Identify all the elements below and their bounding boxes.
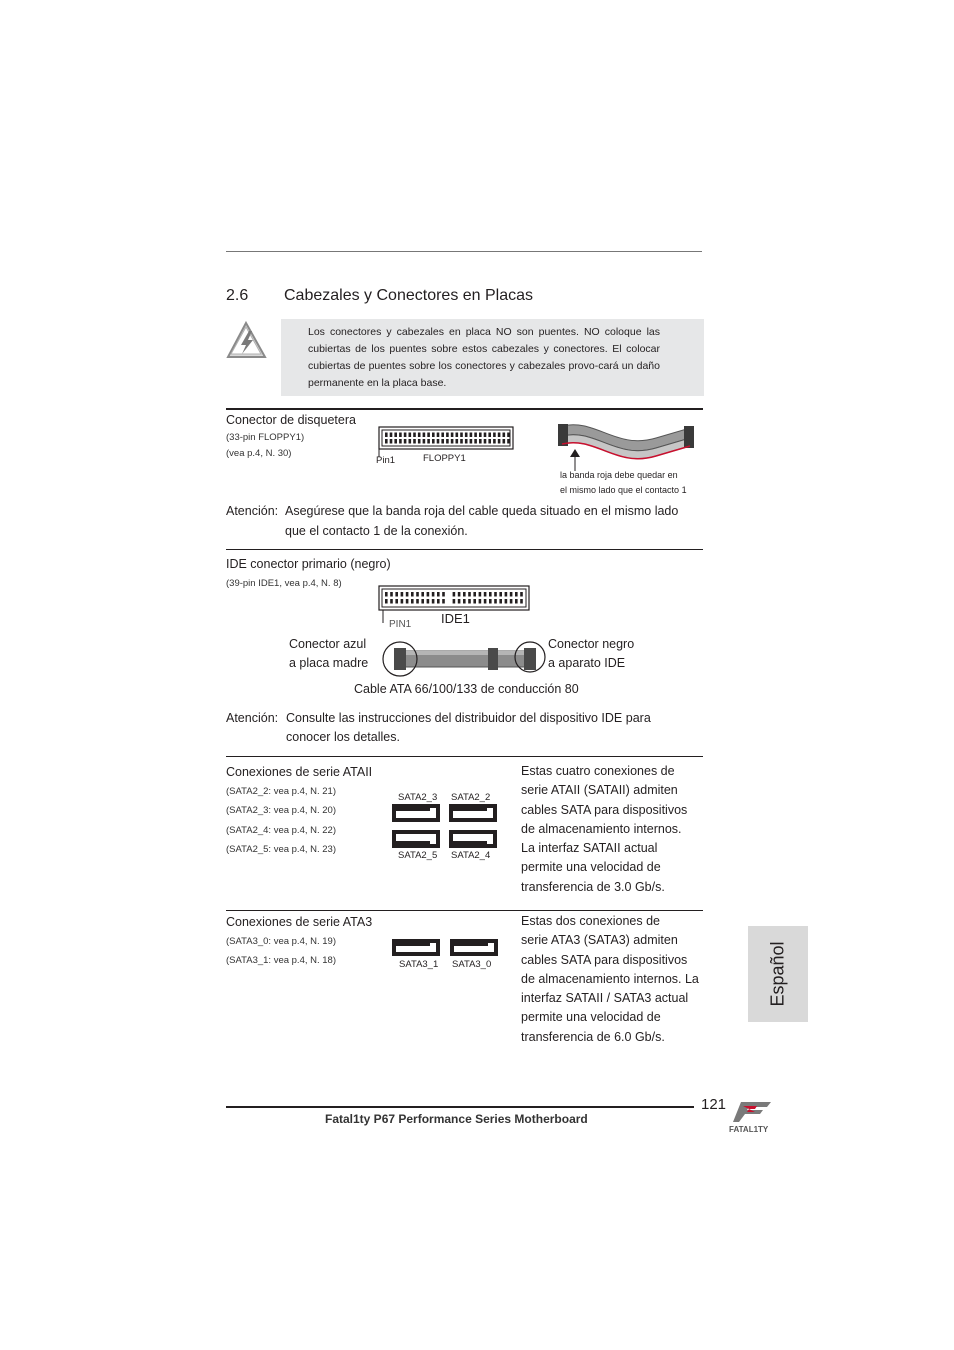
floppy-cable-arrow <box>569 449 581 471</box>
floppy-title: Conector de disquetera <box>226 413 356 427</box>
sata3-ref: (SATA3_1: vea p.4, N. 18) <box>226 955 337 966</box>
warning-text: Los conectores y cabezales en placa NO son puentes. NO coloque las cubiertas de los puentes sobre estos cabezales y conectores. El colocar cubiertas de puentes sobre los conectores y cabezales provo-cará un daño permanente en la placa base. <box>308 326 660 389</box>
language-side-tab-label: Español <box>767 941 788 1007</box>
floppy-attention-line-1: Asegúrese que la banda roja del cable queda situado en el mismo lado <box>285 504 679 518</box>
top-rule <box>226 251 702 252</box>
sata3-label-left: SATA3_1 <box>399 959 439 970</box>
fatal1ty-logo-text: FATAL1TY <box>729 1125 769 1134</box>
sata3-description <box>521 912 699 1047</box>
warning-triangle-icon <box>226 320 268 360</box>
sata3-desc-line: Estas dos conexiones de <box>521 914 660 928</box>
ide-pin1-label: PIN1 <box>389 619 412 630</box>
floppy-rule <box>226 408 703 410</box>
sata2-label-top-left: SATA2_3 <box>398 792 438 803</box>
ide-attention-line-2: conocer los detalles. <box>286 730 400 744</box>
floppy-connector-label: FLOPPY1 <box>423 453 466 464</box>
sata2-title: Conexiones de serie ATAII <box>226 765 373 779</box>
sata3-label-right: SATA3_0 <box>452 959 492 970</box>
floppy-cable-note-2: el mismo lado que el contacto 1 <box>560 485 687 495</box>
sata2-description <box>521 762 687 897</box>
sata3-desc-line: interfaz SATAII / SATA3 actual <box>521 991 689 1006</box>
ide-title: IDE conector primario (negro) <box>226 557 391 571</box>
sata2-desc-line: permite una velocidad de <box>521 860 661 875</box>
sata2-ref: (SATA2_2: vea p.4, N. 21) <box>226 786 337 797</box>
sata2-ref: (SATA2_5: vea p.4, N. 23) <box>226 844 337 855</box>
ide-rule <box>226 549 703 550</box>
sata2-label-bottom-right: SATA2_4 <box>451 850 491 861</box>
ide-cable-caption: Cable ATA 66/100/133 de conducción 80 <box>354 682 579 696</box>
ide-right-label-1: Conector negro <box>548 637 635 651</box>
language-side-tab <box>748 926 808 1022</box>
sata3-title: Conexiones de serie ATA3 <box>226 915 373 929</box>
sata3-desc-line: cables SATA para dispositivos <box>521 952 688 967</box>
sata3-ref: (SATA3_0: vea p.4, N. 19) <box>226 936 337 947</box>
section-title: Cabezales y Conectores en Placas <box>284 287 534 304</box>
sata2-desc-line: Estas cuatro conexiones de <box>521 764 675 778</box>
ide-connector-label: IDE1 <box>441 611 470 626</box>
sata2-connectors-diagram <box>390 803 500 849</box>
ide-left-label-1: Conector azul <box>289 637 367 651</box>
sata3-desc-line: de almacenamiento internos. La <box>521 971 699 986</box>
ide-left-label-2: a placa madre <box>289 656 369 670</box>
floppy-attention-line-2: que el contacto 1 de la conexión. <box>285 524 468 538</box>
ide-right-label-2: a aparato IDE <box>548 656 626 670</box>
sata2-label-top-right: SATA2_2 <box>451 792 491 803</box>
floppy-ref-1: (33-pin FLOPPY1) <box>226 432 305 443</box>
sata2-ref: (SATA2_3: vea p.4, N. 20) <box>226 805 337 816</box>
sata2-desc-line: transferencia de 3.0 Gb/s. <box>521 879 665 894</box>
floppy-cable-note-1: la banda roja debe quedar en <box>560 470 678 480</box>
ide-attention-label: Atención: <box>226 711 279 725</box>
footer-rule <box>226 1106 694 1108</box>
footer-product-name: Fatal1ty P67 Performance Series Motherboard <box>325 1112 588 1126</box>
floppy-ref-2: (vea p.4, N. 30) <box>226 448 292 459</box>
floppy-attention-label: Atención: <box>226 504 279 518</box>
sata3-desc-line: transferencia de 6.0 Gb/s. <box>521 1029 665 1044</box>
sata2-desc-line: cables SATA para dispositivos <box>521 802 688 817</box>
section-number: 2.6 <box>226 287 249 304</box>
ide-cable-image <box>382 639 548 677</box>
sata2-label-bottom-left: SATA2_5 <box>398 850 438 861</box>
ide-ref: (39-pin IDE1, vea p.4, N. 8) <box>226 578 342 589</box>
sata2-desc-line: La interfaz SATAII actual <box>521 841 658 856</box>
sata3-desc-line: serie ATA3 (SATA3) admiten <box>521 933 678 948</box>
floppy-pin1-label: Pin1 <box>376 455 396 466</box>
sata2-rule <box>226 756 703 757</box>
sata3-desc-line: permite una velocidad de <box>521 1010 661 1025</box>
sata3-rule <box>226 910 703 911</box>
sata2-ref: (SATA2_4: vea p.4, N. 22) <box>226 825 337 836</box>
sata2-desc-line: de almacenamiento internos. <box>521 821 682 836</box>
fatal1ty-logo <box>727 1098 783 1134</box>
ide-attention-line-1: Consulte las instrucciones del distribuidor del dispositivo IDE para <box>286 711 651 725</box>
sata2-desc-line: serie ATAII (SATAII) admiten <box>521 783 678 798</box>
sata3-connectors-diagram <box>390 937 502 959</box>
page-number: 121 <box>701 1096 727 1113</box>
